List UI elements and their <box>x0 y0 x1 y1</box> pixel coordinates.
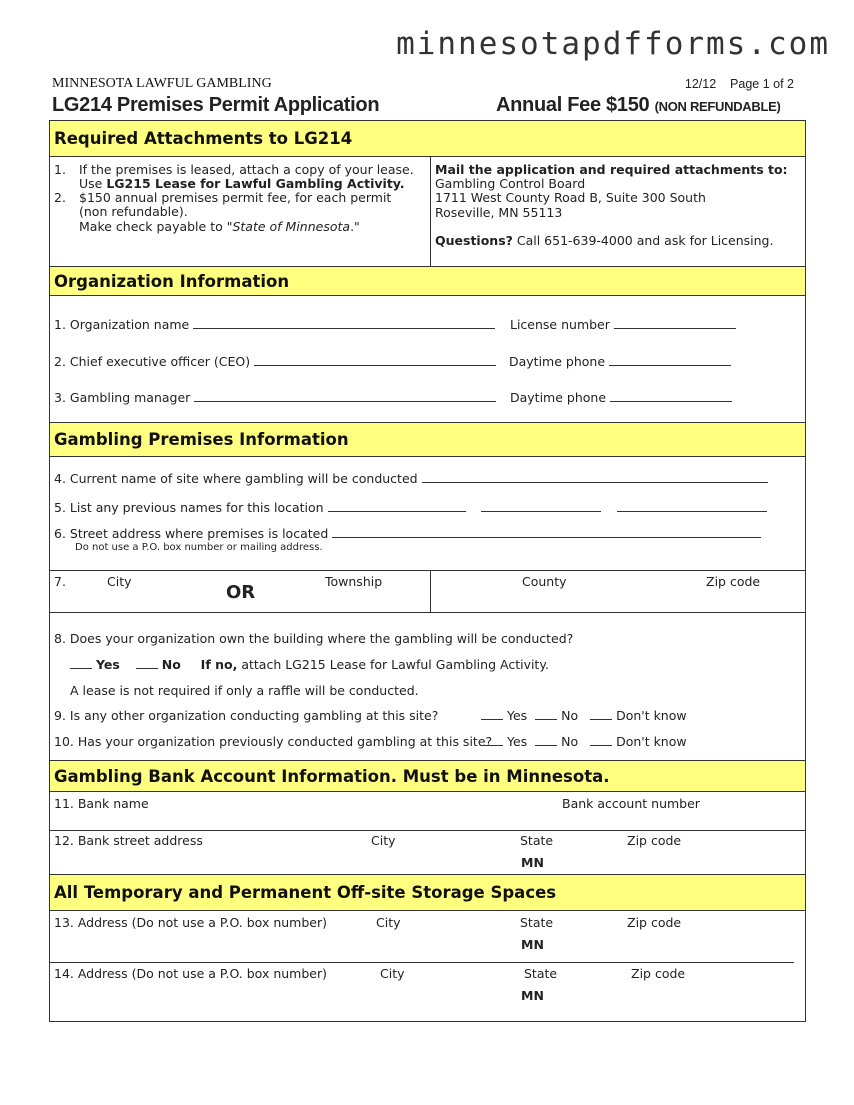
street-address-field[interactable] <box>332 527 761 538</box>
other-org-no: No <box>561 708 579 723</box>
divider <box>50 612 805 613</box>
county-label: County <box>522 574 567 589</box>
attachment-item-2-line1: $150 annual premises permit fee, for each permit <box>79 190 392 205</box>
storage-state-2-label: State <box>524 966 558 981</box>
section-heading-organization: Organization Information <box>50 266 805 296</box>
section-heading-premises: Gambling Premises Information <box>50 422 805 457</box>
street-address-label: 6. Street address where premises is located <box>54 526 761 541</box>
previous-name-field-3[interactable] <box>617 501 767 512</box>
township-label: Township <box>325 574 383 589</box>
bank-address-label: 12. Bank street address <box>54 833 203 848</box>
own-no-blank[interactable] <box>136 658 158 669</box>
if-no-label: If no, <box>200 657 238 672</box>
attachment-item-1-line2 <box>79 176 405 191</box>
other-org-question: 9. Is any other organization conducting gambling at this site? <box>54 708 439 723</box>
storage-zip-1-label: Zip code <box>627 915 682 930</box>
other-org-yes: Yes <box>507 708 528 723</box>
questions-line <box>435 233 773 248</box>
storage-city-2-label: City <box>380 966 405 981</box>
previous-no: No <box>561 734 579 749</box>
previous-gambling-answers <box>481 734 687 749</box>
section-heading-storage: All Temporary and Permanent Off-site Storage Spaces <box>50 874 805 911</box>
other-org-answers <box>481 708 687 723</box>
site-name-field[interactable] <box>422 472 768 483</box>
license-number-field[interactable] <box>614 318 736 329</box>
divider <box>50 570 805 571</box>
divider <box>430 570 431 612</box>
mail-line-3: Roseville, MN 55113 <box>435 205 563 220</box>
attachment-item-2-line3 <box>79 219 360 234</box>
attachment-item-1-use: Use <box>79 176 107 191</box>
org-name-label: 1. Organization name <box>54 317 495 332</box>
previous-dk-blank[interactable] <box>590 735 612 746</box>
attachment-item-2-num: 2. <box>54 190 66 205</box>
own-yes-blank[interactable] <box>70 658 92 669</box>
city-label: City <box>107 574 132 589</box>
gambling-manager-field[interactable] <box>194 391 496 402</box>
mail-line-2: 1711 West County Road B, Suite 300 South <box>435 190 706 205</box>
mail-line-1: Gambling Control Board <box>435 176 586 191</box>
divider <box>50 830 805 831</box>
questions-text: Call 651-639-4000 and ask for Licensing. <box>512 233 774 248</box>
agency-name: MINNESOTA LAWFUL GAMBLING <box>52 76 272 91</box>
mail-heading: Mail the application and required attachments to: <box>435 162 788 177</box>
section-heading-bank: Gambling Bank Account Information. Must be in Minnesota. <box>50 760 805 792</box>
section-heading-attachments: Required Attachments to LG214 <box>50 120 805 157</box>
other-org-dont-know: Don't know <box>616 708 687 723</box>
storage-address-2-label: 14. Address (Do not use a P.O. box number) <box>54 966 327 981</box>
bank-state-label: State <box>520 833 554 848</box>
check-payable-suffix: ." <box>350 219 360 234</box>
form-title: LG214 Premises Permit Application <box>52 94 380 116</box>
previous-name-field-2[interactable] <box>481 501 601 512</box>
storage-state-1-label: State <box>520 915 554 930</box>
storage-state-1-value: MN <box>521 937 544 952</box>
divider <box>430 157 431 267</box>
manager-phone-label: Daytime phone <box>510 390 732 405</box>
license-number-label: License number <box>510 317 736 332</box>
previous-gambling-question: 10. Has your organization previously conducted gambling at this site? <box>54 734 493 749</box>
bank-account-number-label: Bank account number <box>562 796 700 811</box>
previous-dont-know: Don't know <box>616 734 687 749</box>
bank-city-label: City <box>371 833 396 848</box>
previous-yes: Yes <box>507 734 528 749</box>
street-address-note: Do not use a P.O. box number or mailing address. <box>75 542 323 553</box>
attachment-item-1-form: LG215 Lease for Lawful Gambling Activity. <box>106 176 405 191</box>
attachment-item-1-line1: If the premises is leased, attach a copy of your lease. <box>79 162 414 177</box>
form-frame <box>49 120 806 1022</box>
zip-code-label: Zip code <box>706 574 761 589</box>
other-org-yes-blank[interactable] <box>481 709 503 720</box>
own-building-answer <box>70 657 549 672</box>
storage-city-1-label: City <box>376 915 401 930</box>
manager-phone-field[interactable] <box>610 391 732 402</box>
check-payable-name: State of Minnesota <box>232 219 351 234</box>
ceo-phone-field[interactable] <box>609 355 731 366</box>
own-building-question: 8. Does your organization own the building where the gambling will be conducted? <box>54 631 574 646</box>
other-org-dk-blank[interactable] <box>590 709 612 720</box>
attachment-item-1-num: 1. <box>54 162 66 177</box>
org-name-field[interactable] <box>193 318 495 329</box>
site-name-label: 4. Current name of site where gambling will be conducted <box>54 471 768 486</box>
bank-zip-label: Zip code <box>627 833 682 848</box>
bank-state-value: MN <box>521 855 544 870</box>
own-no-label: No <box>161 657 181 672</box>
divider <box>50 962 794 963</box>
previous-names-label: 5. List any previous names for this location <box>54 500 767 515</box>
fee-amount: Annual Fee $150 <box>496 94 650 116</box>
previous-name-field-1[interactable] <box>328 501 466 512</box>
storage-address-1-label: 13. Address (Do not use a P.O. box number) <box>54 915 327 930</box>
if-no-text: attach LG215 Lease for Lawful Gambling Activity. <box>237 657 549 672</box>
location-num: 7. <box>54 574 66 589</box>
previous-yes-blank[interactable] <box>481 735 503 746</box>
other-org-no-blank[interactable] <box>535 709 557 720</box>
fee-note: (NON REFUNDABLE) <box>654 99 781 114</box>
page-info: 12/12 Page 1 of 2 <box>684 77 794 91</box>
ceo-label: 2. Chief executive officer (CEO) <box>54 354 496 369</box>
annual-fee <box>496 94 781 117</box>
bank-name-label: 11. Bank name <box>54 796 149 811</box>
storage-zip-2-label: Zip code <box>631 966 686 981</box>
ceo-phone-label: Daytime phone <box>509 354 731 369</box>
storage-state-2-value: MN <box>521 988 544 1003</box>
gambling-manager-label: 3. Gambling manager <box>54 390 496 405</box>
lease-note: A lease is not required if only a raffle will be conducted. <box>70 683 419 698</box>
or-label: OR <box>226 582 256 603</box>
own-yes-label: Yes <box>96 657 120 672</box>
previous-no-blank[interactable] <box>535 735 557 746</box>
check-payable-prefix: Make check payable to " <box>79 219 233 234</box>
ceo-field[interactable] <box>254 355 496 366</box>
attachment-item-2-line2: (non refundable). <box>79 204 188 219</box>
questions-label: Questions? <box>435 233 513 248</box>
watermark: minnesotapdfforms.com <box>396 26 830 62</box>
